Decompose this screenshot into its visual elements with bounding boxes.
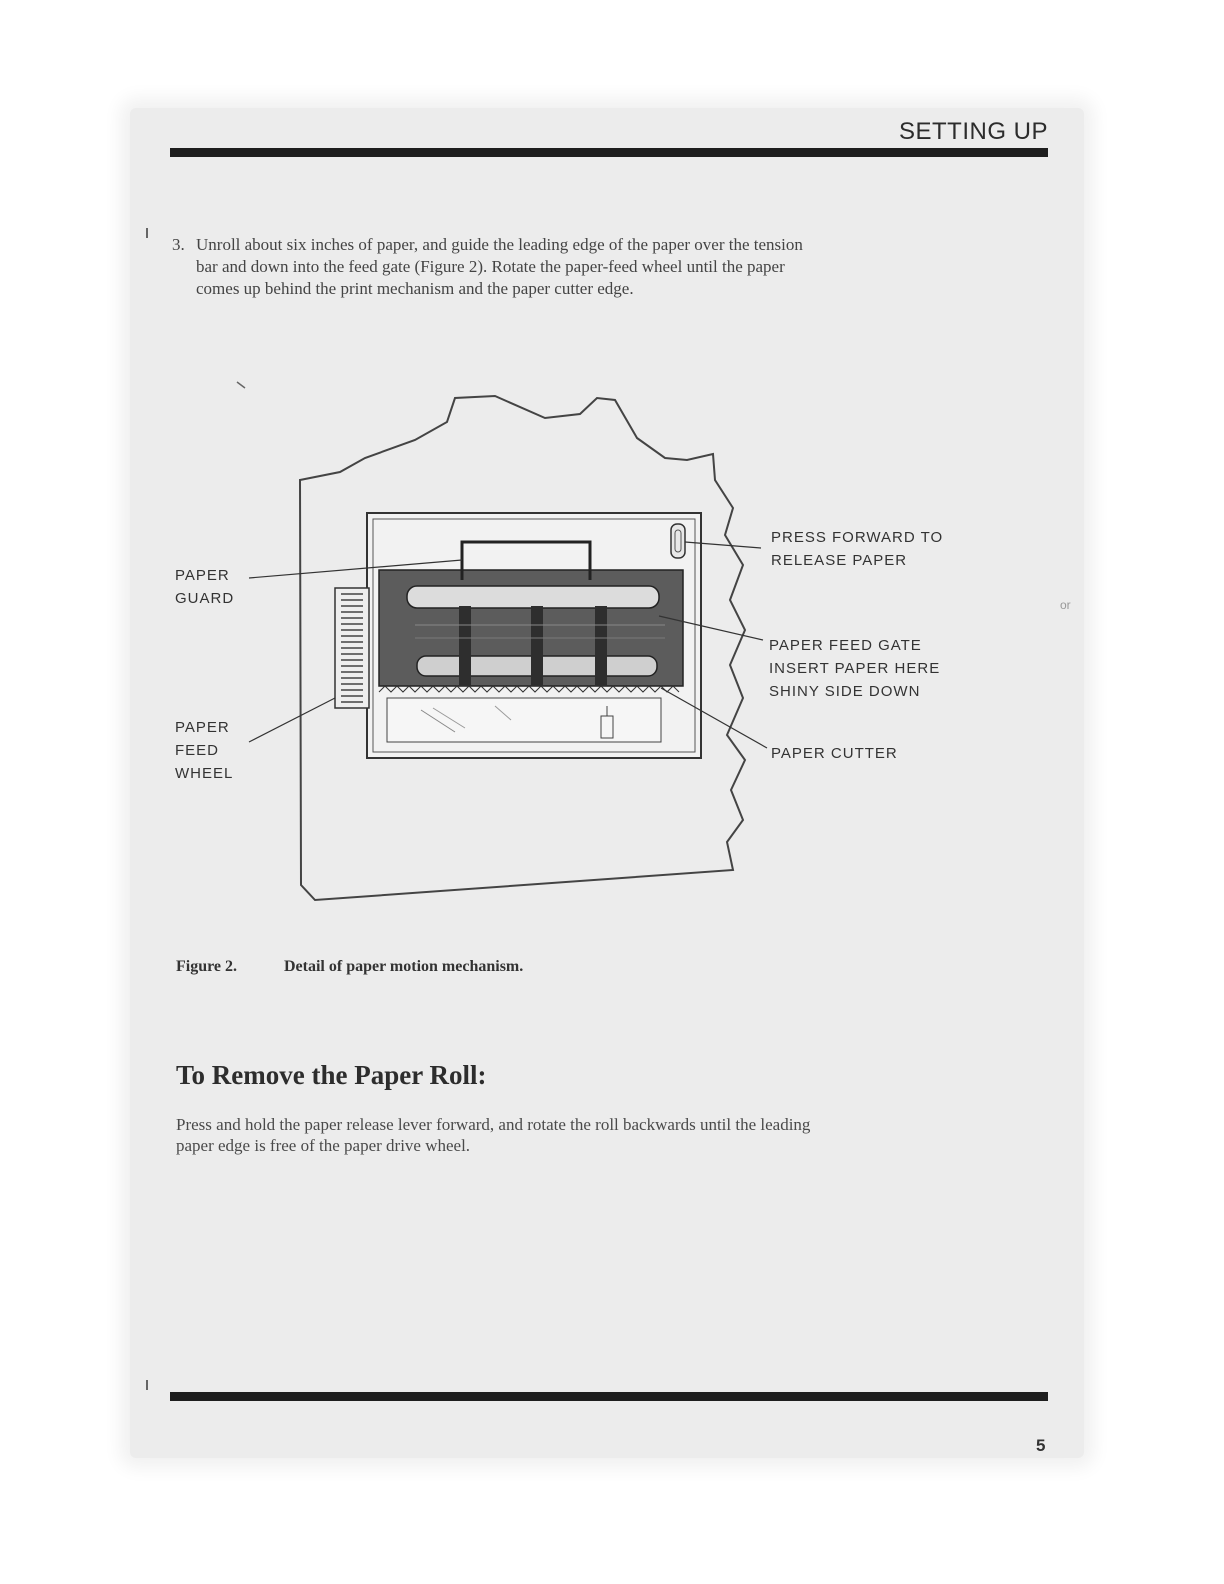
callout-paper-feed-wheel: PAPER FEED WHEEL	[175, 719, 234, 782]
section-header-title: SETTING UP	[898, 118, 1048, 145]
footer-rule	[170, 1392, 1048, 1401]
callout-paper-cutter: PAPER CUTTER	[771, 745, 898, 762]
stray-mark: or	[1060, 598, 1071, 612]
tension-bar	[407, 586, 659, 608]
margin-mark	[146, 1380, 148, 1390]
figure-caption	[176, 958, 523, 976]
paper-mechanism-figure	[165, 380, 985, 920]
instruction-step	[172, 234, 822, 300]
leader-feed-wheel	[249, 698, 335, 742]
callout-release-paper: PRESS FORWARD TO RELEASE PAPER	[771, 529, 944, 569]
figure-caption-text: Detail of paper motion mechanism.	[284, 958, 524, 975]
cutter-plate	[387, 698, 661, 742]
page-number: 5	[1036, 1436, 1046, 1455]
callout-paper-guard: PAPER GUARD	[175, 567, 235, 607]
margin-mark	[146, 228, 148, 238]
release-lever	[671, 524, 685, 558]
step-text: Unroll about six inches of paper, and guide the leading edge of the paper over the tension bar and down into the feed gate (Figure 2). Rotate the paper-feed wheel until the paper comes up behind the print mechanism and the paper cutter edge.	[196, 235, 803, 298]
section-paragraph: Press and hold the paper release lever forward, and rotate the roll backwards until the leading paper edge is free of the paper drive wheel.	[176, 1115, 811, 1155]
callout-paper-feed-gate: PAPER FEED GATE INSERT PAPER HERE SHINY SIDE DOWN	[769, 637, 941, 700]
figure-caption-number: Figure 2.	[176, 958, 238, 975]
section-heading: To Remove the Paper Roll:	[176, 1060, 487, 1090]
step-number: 3.	[172, 235, 185, 254]
header-rule	[170, 148, 1048, 157]
